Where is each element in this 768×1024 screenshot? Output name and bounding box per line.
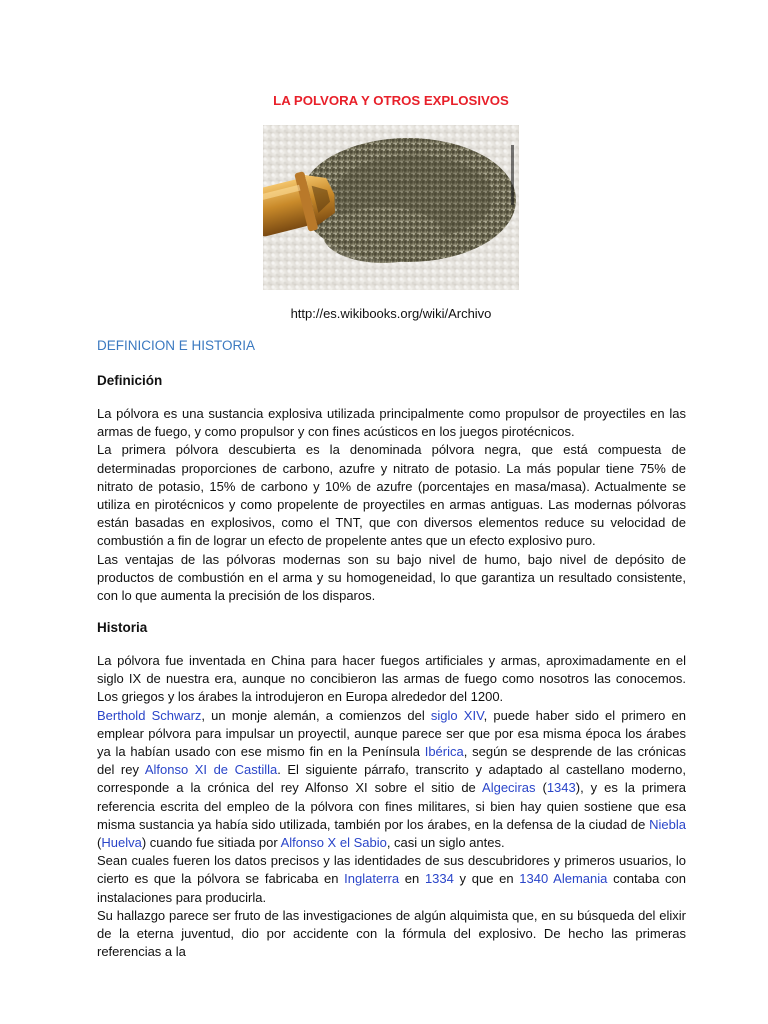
definicion-body <box>97 405 686 605</box>
text-run: , puede haber sido el primero en emplear pólvora para impulsar un proyectil, aunque parece ser que por esa misma época los árabes ya la habían usado con ese mismo fin en la Península <box>97 707 686 760</box>
text-run: ) cuando fue sitiada por <box>141 835 281 851</box>
link-siglo-xiv[interactable]: siglo XIV <box>430 707 484 723</box>
link-algeciras[interactable]: Algeciras <box>482 780 536 796</box>
document-title: LA POLVORA Y OTROS EXPLOSIVOS <box>273 93 509 108</box>
link-iberica[interactable]: Ibérica <box>424 744 464 760</box>
link-berthold-schwarz[interactable]: Berthold Schwarz <box>97 707 202 723</box>
link-1334[interactable]: 1334 <box>424 871 454 887</box>
link-1343[interactable]: 1343 <box>546 780 576 796</box>
historia-heading: Historia <box>97 620 148 635</box>
link-alfonso-xi-de-castilla[interactable]: Alfonso XI de Castilla <box>144 762 278 778</box>
text-run: . El siguiente párrafo, transcrito y adaptado al castellano moderno, corresponde a la crónica del rey Alfonso XI sobre el sitio de <box>97 762 686 796</box>
image-caption: http://es.wikibooks.org/wiki/Archivo <box>290 306 492 321</box>
definicion-paragraph-2: La primera pólvora descubierta es la denominada pólvora negra, que está compuesta de determinadas proporciones de carbono, azufre y nitrato de potasio. La más popular tiene 75% de nitrato de potasio, 15% de carbono y 10% de azufre (porcentajes en masa/masa). Actualmente se utiliza en pirotécnicos y como propelente de proyectiles en armas antiguas. Las modernas pólvoras están basadas en explosivos, como el TNT, que con diversos elementos reduce su velocidad de combustión a fin de lograr un efecto de propelente antes que un efecto explosivo puro. <box>97 442 686 549</box>
historia-body <box>97 652 686 961</box>
historia-paragraph-2 <box>97 707 686 853</box>
historia-paragraph-3 <box>97 852 686 907</box>
text-run: en <box>399 871 425 887</box>
link-alfonso-x-el-sabio[interactable]: Alfonso X el Sabio <box>280 835 387 851</box>
historia-paragraph-1: La pólvora fue inventada en China para hacer fuegos artificiales y armas, aproximadamente en el siglo IX de nuestra era, aunque no concibieron las armas de fuego como nosotros las conocemos. Los griegos y los árabes la introdujeron en Europa alrededor del 1200. <box>97 653 686 705</box>
text-run: , según se desprende de las crónicas del rey <box>97 744 686 778</box>
text-run: ), y es la primera referencia escrita del empleo de la pólvora con fines militares, si bien hay quien sostiene que esa misma sustancia ya había sido utilizada, también por los árabes, en la defensa de la ciudad de <box>97 780 686 832</box>
text-run: ( <box>97 835 102 851</box>
text-run: ( <box>535 780 547 796</box>
text-run: Sean cuales fueren los datos precisos y las identidades de sus descubridores y primeros usuarios, lo cierto es que la pólvora se fabricaba en <box>97 853 686 887</box>
text-run: , casi un siglo antes. <box>386 835 505 851</box>
link-1340-alemania[interactable]: 1340 Alemania <box>519 871 608 887</box>
definicion-heading: Definición <box>97 373 163 388</box>
link-huelva[interactable]: Huelva <box>101 835 142 851</box>
gunpowder-photo <box>263 125 519 290</box>
text-run: contaba con instalaciones para producirla. <box>97 871 686 905</box>
text-run: , un monje alemán, a comienzos del <box>201 707 431 723</box>
definicion-paragraph-1: La pólvora es una sustancia explosiva utilizada principalmente como propulsor de proyectiles en las armas de fuego, y como propulsor y con fines acústicos en los juegos pirotécnicos. <box>97 406 686 440</box>
historia-paragraph-4: Su hallazgo parece ser fruto de las investigaciones de algún alquimista que, en su búsqueda del elixir de la eterna juventud, dio por accidente con la fórmula del explosivo. De hecho las primeras referencias a la <box>97 907 686 960</box>
link-inglaterra[interactable]: Inglaterra <box>344 871 400 887</box>
text-run: y que en <box>453 871 520 887</box>
definicion-paragraph-3: Las ventajas de las pólvoras modernas son su bajo nivel de humo, bajo nivel de depósito de productos de combustión en el arma y su homogeneidad, lo que garantiza un resultado consistente, con lo que aumenta la precisión de los disparos. <box>97 551 686 604</box>
section-heading: DEFINICION E HISTORIA <box>97 338 256 353</box>
link-niebla[interactable]: Niebla <box>649 816 686 832</box>
